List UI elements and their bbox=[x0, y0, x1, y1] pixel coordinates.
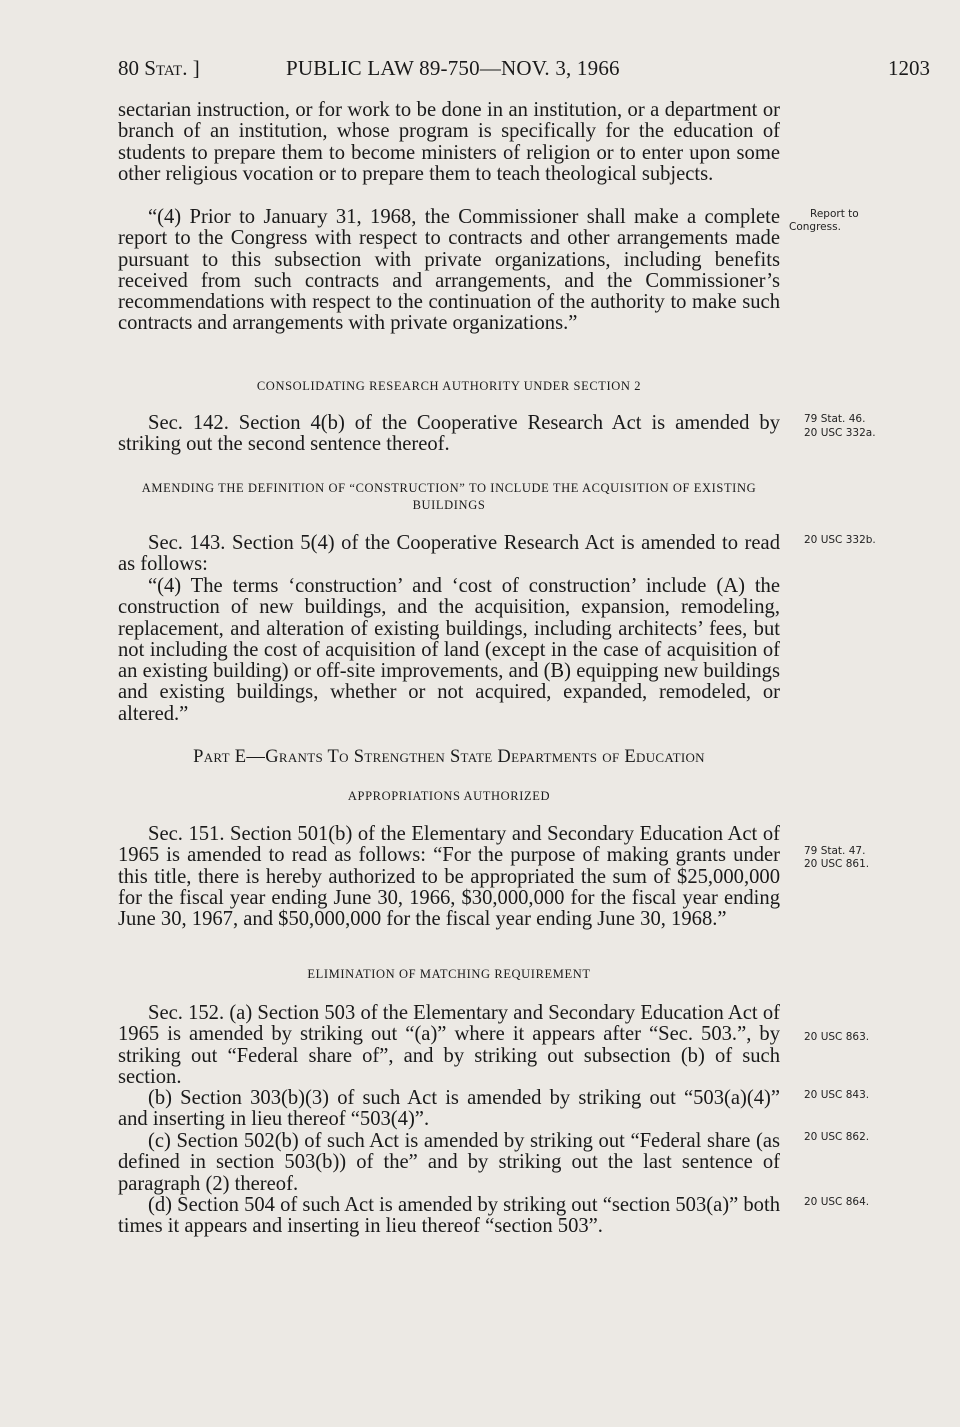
margin-note-79-stat-46: 79 Stat. 46. bbox=[804, 413, 866, 425]
paragraph-sectarian: sectarian instruction, or for work to be done in an institution, or a department or branch of an institution, whose program is specifically for the education of students to prepare them to become ministers of religion or to enter upon some other religious vocation or to prepare them to teach theological subjects. bbox=[118, 99, 780, 185]
margin-note-20-usc-843: 20 USC 843. bbox=[804, 1089, 870, 1101]
page-header bbox=[118, 56, 930, 86]
law-title: PUBLIC LAW 89-750—NOV. 3, 1966 bbox=[286, 56, 620, 80]
paragraph-sec-143: Sec. 143. Section 5(4) of the Cooperative Research Act is amended to read as follows: bbox=[118, 532, 780, 576]
heading-appropriations: APPROPRIATIONS AUTHORIZED bbox=[347, 789, 551, 803]
margin-note-report: Report to bbox=[810, 208, 859, 220]
margin-note-20-usc-862: 20 USC 862. bbox=[804, 1131, 870, 1143]
heading-construction-definition: AMENDING THE DEFINITION OF “CONSTRUCTION” TO INCLUDE THE ACQUISITION OF EXISTING BUILDINGS bbox=[141, 481, 757, 512]
page-number: 1203 bbox=[888, 56, 930, 80]
paragraph-sec-142: Sec. 142. Section 4(b) of the Cooperative Research Act is amended by striking out the second sentence thereof. bbox=[118, 412, 780, 456]
margin-note-79-stat-47: 79 Stat. 47. bbox=[804, 845, 866, 857]
paragraph-sec-152-c: (c) Section 502(b) of such Act is amended by striking out “Federal share (as defined in section 503(b)) of the” and by striking out the last sentence of paragraph (2) thereof. bbox=[118, 1130, 780, 1195]
heading-matching-requirement: ELIMINATION OF MATCHING REQUIREMENT bbox=[307, 967, 591, 981]
part-e-title: Part E—Grants To Strengthen State Departments of Education bbox=[193, 747, 705, 767]
paragraph-report-to-congress: “(4) Prior to January 31, 1968, the Commissioner shall make a complete report to the Congress with respect to contracts and other arrangements made pursuant to this subsection with private organizations, including benefits received from such contracts and arrangements, and the Commissioner’s recommendations with respect to the continuation of the authority to make such contracts and arrangements with private organizations.” bbox=[118, 206, 780, 335]
paragraph-sec-152-a: Sec. 152. (a) Section 503 of the Elementary and Secondary Education Act of 1965 is amended by striking out “(a)” where it appears after “Sec. 503.”, by striking out “Federal share of”, and by striking out subsection (b) of such section. bbox=[118, 1002, 780, 1088]
paragraph-construction-terms: “(4) The terms ‘construction’ and ‘cost of construction’ include (A) the construction of new buildings, and the acquisition, expansion, remodeling, replacement, and alteration of existing buildings, including architects’ fees, but not including the cost of acquisition of land (except in the case of acquisition of an existing building) or off-site improvements, and (B) equipping new buildings and existing buildings, whether or not acquired, expanded, remodeled, or altered.” bbox=[118, 575, 780, 725]
paragraph-sec-151: Sec. 151. Section 501(b) of the Elementary and Secondary Education Act of 1965 is amended to read as follows: “For the purpose of making grants under this title, there is hereby authorized to be appropriated the sum of $25,000,000 for the fiscal year ending June 30, 1966, $30,000,000 for the fiscal year ending June 30, 1967, and $50,000,000 for the fiscal year ending June 30, 1968.” bbox=[118, 823, 780, 931]
paragraph-sec-152-b: (b) Section 303(b)(3) of such Act is amended by striking out “503(a)(4)” and inserting in lieu thereof “503(4)”. bbox=[118, 1087, 780, 1131]
margin-note-congress: Congress. bbox=[789, 221, 841, 233]
paragraph-sec-152-d: (d) Section 504 of such Act is amended by striking out “section 503(a)” both times it appears and inserting in lieu thereof “section 503”. bbox=[118, 1194, 780, 1238]
margin-note-20-usc-332b: 20 USC 332b. bbox=[804, 534, 876, 546]
margin-note-20-usc-332a: 20 USC 332a. bbox=[804, 427, 876, 439]
margin-note-20-usc-864: 20 USC 864. bbox=[804, 1196, 870, 1208]
heading-consolidating-research: CONSOLIDATING RESEARCH AUTHORITY UNDER SECTION 2 bbox=[256, 379, 642, 393]
statute-reference: 80 Stat. ] bbox=[118, 56, 200, 80]
margin-note-20-usc-863: 20 USC 863. bbox=[804, 1031, 870, 1043]
margin-note-20-usc-861: 20 USC 861. bbox=[804, 858, 870, 870]
